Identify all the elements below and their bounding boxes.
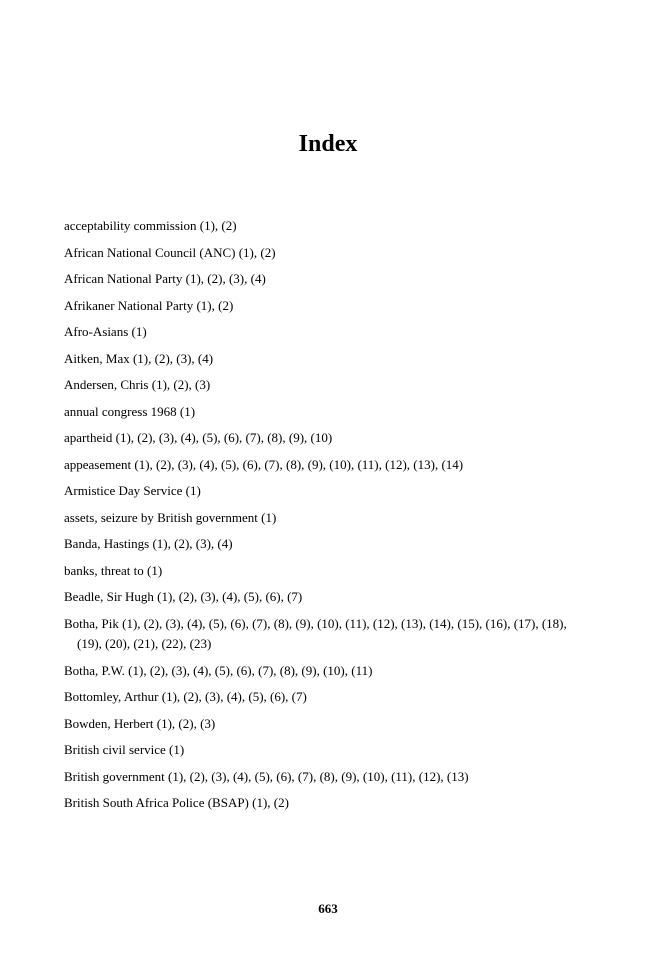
page-title: Index — [298, 131, 358, 158]
index-entry: acceptability commission (1), (2) — [64, 218, 237, 233]
index-entry: assets, seizure by British government (1) — [64, 509, 277, 525]
index-entry: African National Council (ANC) (1), (2) — [64, 244, 276, 260]
index-entry: banks, threat to (1) — [64, 562, 163, 578]
index-entry: Andersen, Chris (1), (2), (3) — [64, 377, 211, 392]
index-entry: apartheid (1), (2), (3), (4), (5), (6), (7), (8), (9), (10) — [64, 430, 333, 445]
index-entry: annual congress 1968 (1) — [64, 403, 196, 419]
index-entry: appeasement (1), (2), (3), (4), (5), (6), (7), (8), (9), (10), (11), (12), (13), (14) — [64, 456, 464, 472]
index-entry: British civil service (1) — [64, 742, 185, 757]
index-entry: Beadle, Sir Hugh (1), (2), (3), (4), (5), (6), (7) — [64, 589, 303, 604]
index-entry-list — [64, 216, 594, 820]
index-entry: Armistice Day Service (1) — [64, 483, 201, 498]
index-entry: Banda, Hastings (1), (2), (3), (4) — [64, 536, 233, 551]
index-entry: British South Africa Police (BSAP) (1), (2) — [64, 795, 289, 810]
index-entry: Afro-Asians (1) — [64, 324, 147, 339]
index-entry: Aitken, Max (1), (2), (3), (4) — [64, 350, 214, 366]
index-entry: Afrikaner National Party (1), (2) — [64, 297, 234, 313]
index-entry: British government (1), (2), (3), (4), (5), (6), (7), (8), (9), (10), (11), (12), (13) — [64, 768, 469, 784]
index-entry: Botha, P.W. (1), (2), (3), (4), (5), (6), (7), (8), (9), (10), (11) — [64, 662, 373, 678]
index-entry: Bottomley, Arthur (1), (2), (3), (4), (5), (6), (7) — [64, 689, 307, 704]
index-entry: Botha, Pik (1), (2), (3), (4), (5), (6), (7), (8), (9), (10), (11), (12), (13), (14), (15), (16), (17), (18), (19), (20), (21), (22), (23) — [64, 615, 567, 651]
index-entry: Bowden, Herbert (1), (2), (3) — [64, 715, 216, 731]
page-number: 663 — [318, 901, 338, 916]
index-entry: African National Party (1), (2), (3), (4) — [64, 271, 266, 286]
